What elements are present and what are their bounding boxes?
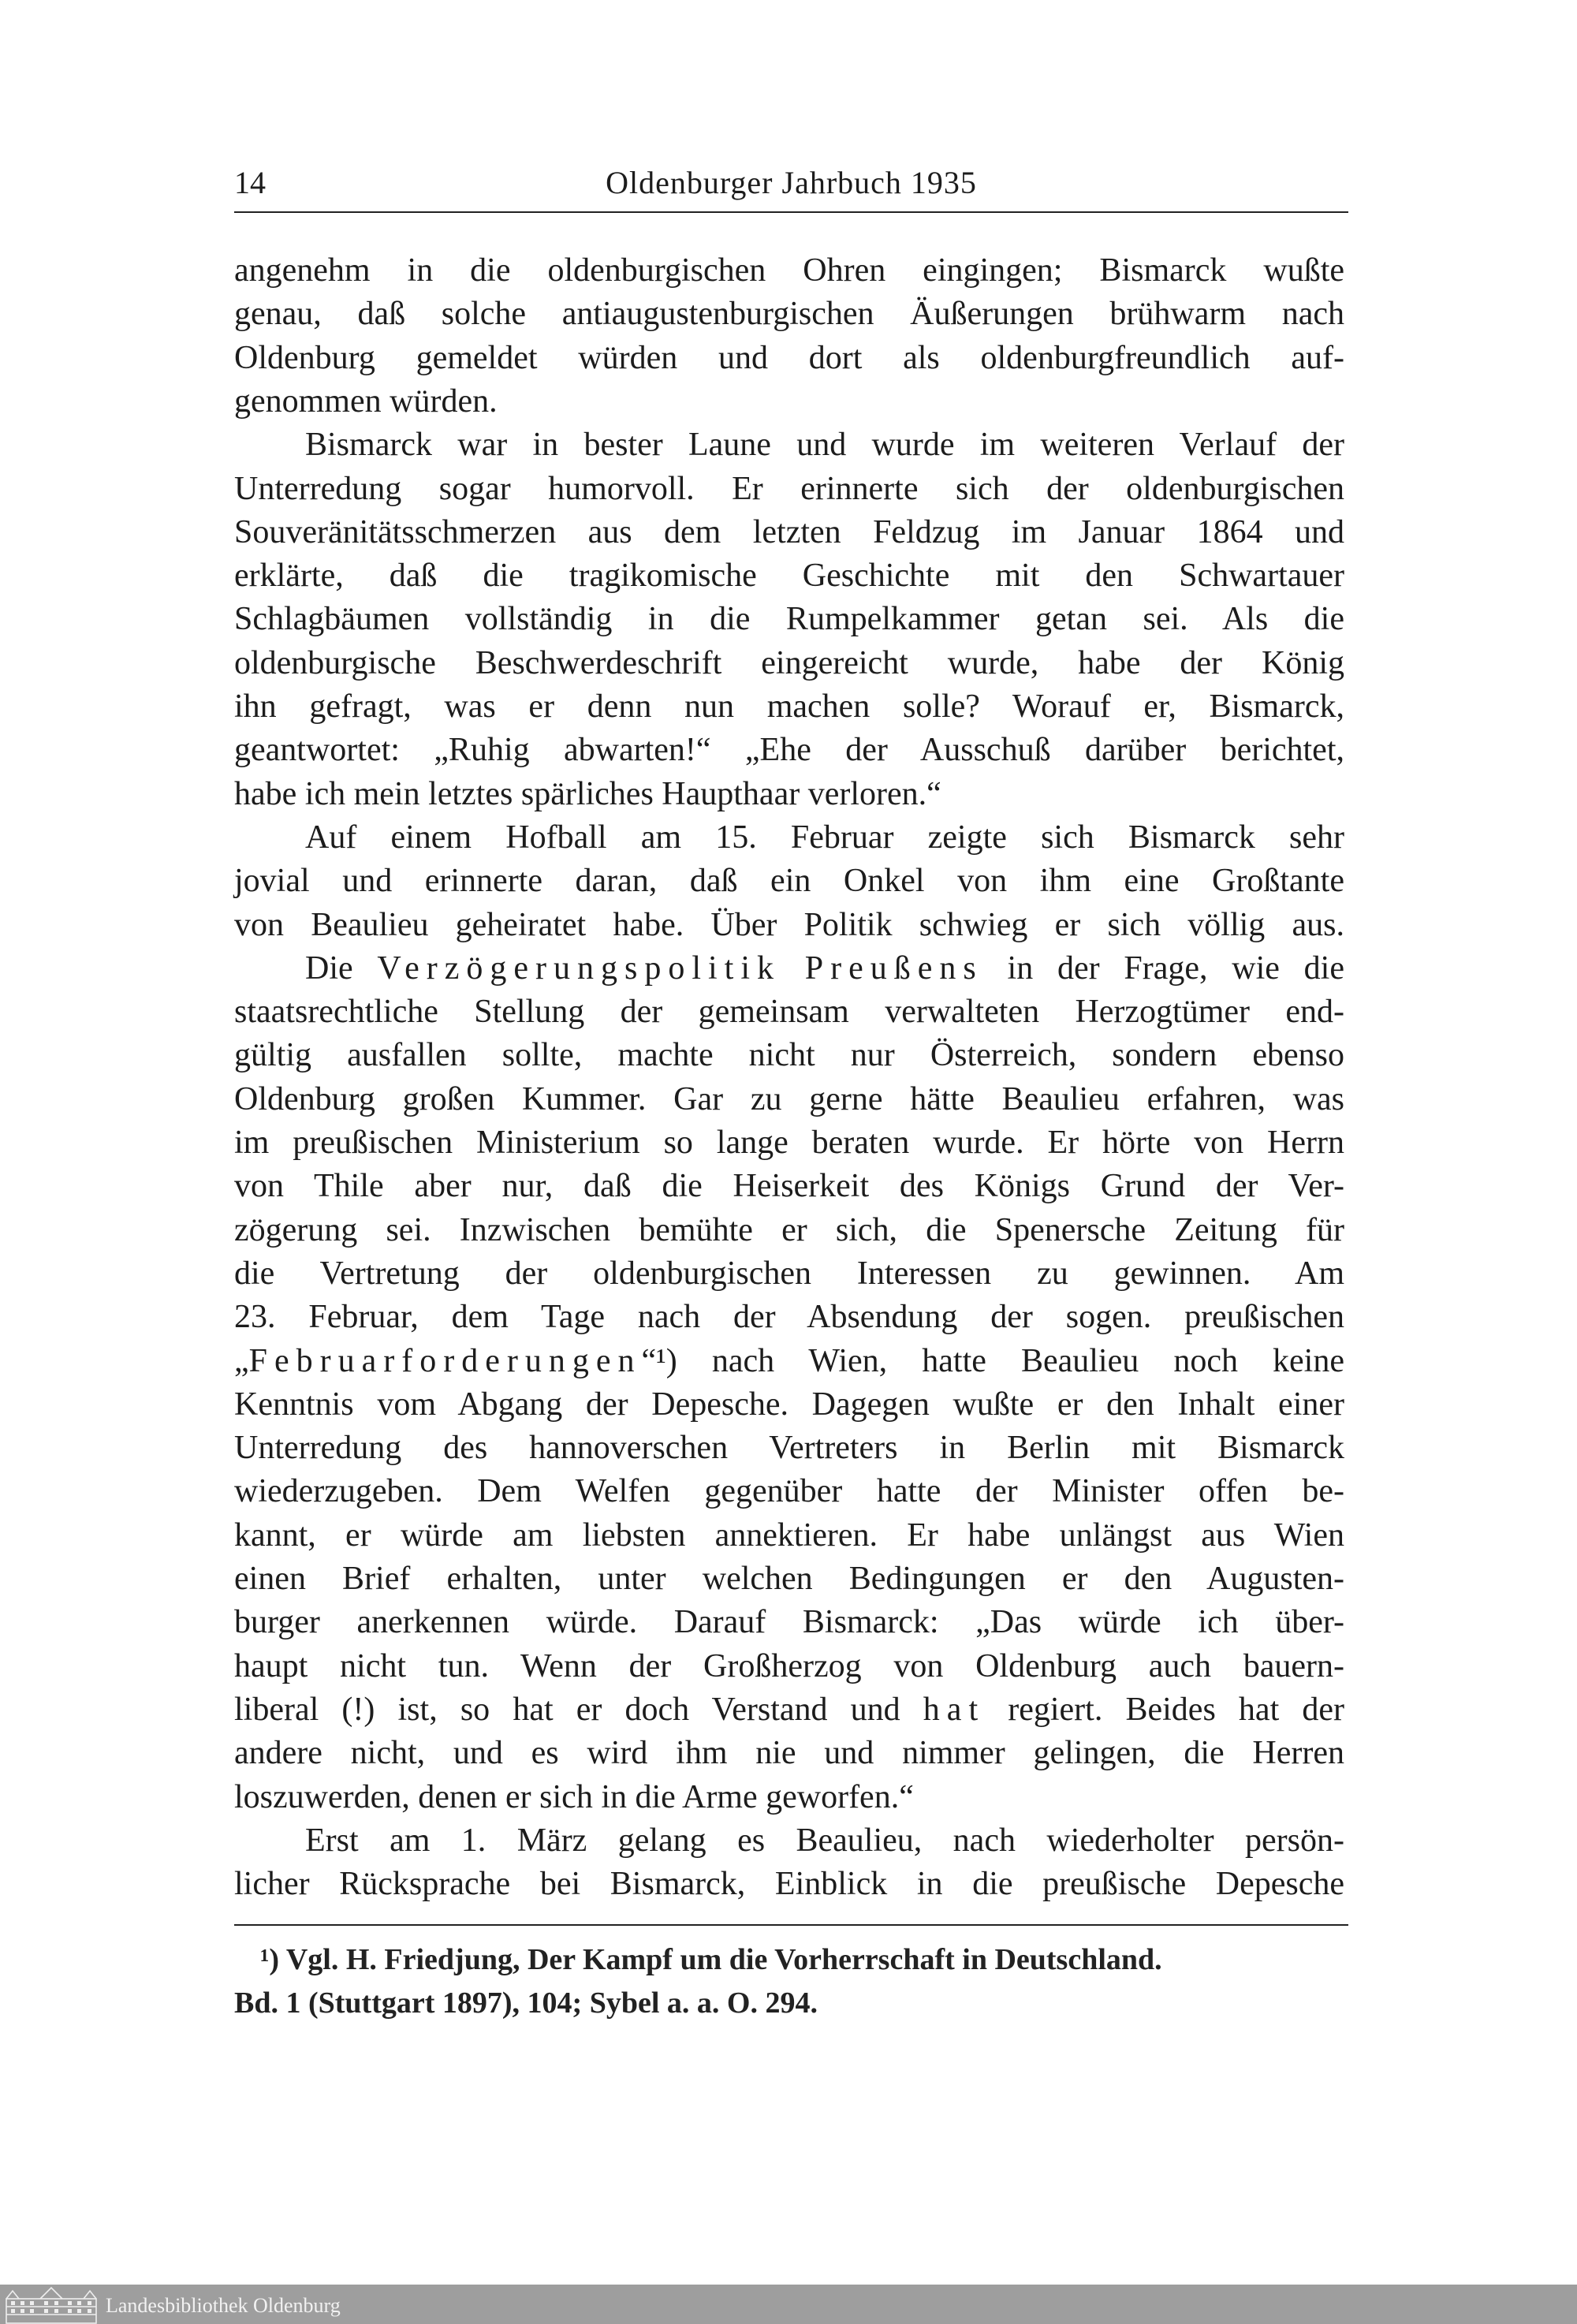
text-line [234, 1516, 1344, 1555]
text-line [234, 1123, 1344, 1162]
text-segment: andere nicht, und es wird ihm nie und nimmer gelingen, die Herren [234, 1735, 1344, 1772]
text-line [234, 643, 1344, 683]
header-rule [234, 211, 1348, 213]
text-segment: Unterredung sogar humorvoll. Er erinnerte sich der oldenburgischen [234, 470, 1344, 507]
text-line [234, 1166, 1344, 1206]
text-segment: die Vertretung der oldenburgischen Interessen zu gewinnen. Am [234, 1255, 1344, 1292]
text-line [305, 949, 1344, 988]
footnote-line: Bd. 1 (Stuttgart 1897), 104; Sybel a. a. O. 294. [234, 1986, 818, 2020]
text-segment: von Beaulieu geheiratet habe. Über Politik schwieg er sich völlig aus. [234, 906, 1344, 943]
text-segment: Erst am 1. März gelang es Beaulieu, nach wiederholter persön- [305, 1822, 1344, 1859]
text-line [234, 556, 1344, 595]
spaced-emphasis: Februarforderungen [248, 1342, 642, 1379]
text-segment: oldenburgische Beschwerdeschrift eingereicht wurde, habe der König [234, 644, 1344, 681]
text-line [234, 1559, 1344, 1598]
text-line [234, 730, 1344, 770]
text-segment [781, 950, 805, 987]
text-segment: Auf einem Hofball am 15. Februar zeigte sich Bismarck sehr [305, 819, 1344, 856]
text-segment: Die [305, 949, 378, 987]
text-segment: liberal (!) ist, so hat er doch Verstand und [234, 1691, 923, 1728]
text-segment: burger anerkennen würde. Darauf Bismarck: „Das würde ich über- [234, 1604, 1344, 1641]
text-line [234, 1254, 1344, 1293]
text-segment: von Thile aber nur, daß die Heiserkeit des Königs Grund der Ver- [234, 1168, 1344, 1205]
text-segment: Bismarck war in bester Laune und wurde im weiteren Verlauf der [305, 427, 1344, 464]
text-line [234, 1733, 1344, 1773]
text-line [234, 1080, 1344, 1119]
library-building-logo-icon [5, 2286, 98, 2324]
text-segment: jovial und erinnerte daran, daß ein Onkel von ihm eine Großtante [234, 863, 1344, 900]
text-line [305, 425, 1344, 464]
text-line [234, 1864, 1344, 1904]
text-segment: Kenntnis vom Abgang der Depesche. Dagegen wußte er den Inhalt einer [234, 1386, 1344, 1423]
text-line [234, 382, 1344, 421]
text-line [234, 1385, 1344, 1424]
text-line [234, 992, 1344, 1031]
running-header [234, 164, 1348, 203]
footnote-rule [234, 1924, 1348, 1926]
text-segment: genommen würden. [234, 382, 498, 420]
text-segment: loszuwerden, denen er sich in die Arme geworfen.“ [234, 1778, 914, 1815]
text-segment: einen Brief erhalten, unter welchen Bedingungen er den Augusten- [234, 1561, 1344, 1597]
spaced-emphasis: Preußens [804, 949, 983, 987]
footnote-line: ¹) Vgl. H. Friedjung, Der Kampf um die Vorherrschaft in Deutschland. [260, 1943, 1162, 1976]
text-line [234, 1690, 1344, 1729]
text-segment: licher Rücksprache bei Bismarck, Einblick in die preußische Depesche [234, 1866, 1344, 1903]
text-segment: im preußischen Ministerium so lange beraten wurde. Er hörte von Herrn [234, 1125, 1344, 1161]
text-line [234, 687, 1344, 726]
text-segment: Unterredung des hannoverschen Vertreters in Berlin mit Bismarck [234, 1430, 1344, 1467]
text-line [234, 1647, 1344, 1686]
text-line [234, 861, 1344, 901]
text-line [234, 1778, 1344, 1817]
library-name: Landesbibliothek Oldenburg [106, 2294, 341, 2317]
text-segment: zögerung sei. Inzwischen bemühte er sich, die Spenersche Zeitung für [234, 1211, 1344, 1248]
text-line [234, 599, 1344, 639]
text-line [305, 818, 1344, 857]
text-segment: genau, daß solche antiaugustenburgischen Äußerungen brühwarm nach [234, 296, 1344, 333]
text-segment: in der Frage, wie die [982, 949, 1344, 987]
text-line [234, 251, 1344, 290]
text-line [234, 338, 1344, 378]
text-segment: Souveränitätsschmerzen aus dem letzten Feldzug im Januar 1864 und [234, 513, 1344, 550]
text-line [234, 1602, 1344, 1642]
text-segment: habe ich mein letztes spärliches Haupthaar verloren.“ [234, 775, 941, 812]
text-segment: regiert. Beides hat der [985, 1691, 1345, 1728]
library-footer-bar [0, 2285, 1577, 2324]
running-title: Oldenburger Jahrbuch 1935 [606, 165, 977, 200]
text-segment: angenehm in die oldenburgischen Ohren eingingen; Bismarck wußte [234, 252, 1344, 289]
spaced-emphasis: hat [923, 1691, 986, 1728]
text-line [234, 905, 1344, 945]
text-line [234, 774, 1344, 814]
text-segment: erklärte, daß die tragikomische Geschichte mit den Schwartauer [234, 558, 1344, 595]
text-segment: Schlagbäumen vollständig in die Rumpelkammer getan sei. Als die [234, 601, 1344, 638]
text-line [234, 1035, 1344, 1075]
text-line [234, 294, 1344, 334]
text-segment: wiederzugeben. Dem Welfen gegenüber hatte der Minister offen be- [234, 1473, 1344, 1510]
text-line [234, 1472, 1344, 1511]
page-number: 14 [234, 165, 266, 200]
text-segment: Oldenburg gemeldet würden und dort als oldenburgfreundlich auf- [234, 339, 1344, 376]
text-segment: geantwortet: „Ruhig abwarten!“ „Ehe der Ausschuß darüber berichtet, [234, 732, 1344, 769]
text-line [234, 513, 1344, 552]
text-segment: gültig ausfallen sollte, machte nicht nur Österreich, sondern ebenso [234, 1037, 1344, 1074]
text-segment: ihn gefragt, was er denn nun machen solle? Worauf er, Bismarck, [234, 688, 1344, 725]
text-segment: 23. Februar, dem Tage nach der Absendung der sogen. preußischen [234, 1299, 1344, 1336]
text-line [234, 1210, 1344, 1250]
text-segment: Oldenburg großen Kummer. Gar zu gerne hätte Beaulieu erfahren, was [234, 1080, 1344, 1117]
text-segment: kannt, er würde am liebsten annektieren. Er habe unlängst aus Wien [234, 1516, 1344, 1554]
text-line [234, 1341, 1344, 1381]
text-segment: “¹) nach Wien, hatte Beaulieu noch keine [641, 1342, 1344, 1379]
spaced-emphasis: Verzögerungspolitik [377, 949, 781, 987]
text-line [305, 1821, 1344, 1860]
text-line [234, 1428, 1344, 1468]
text-segment: staatsrechtliche Stellung der gemeinsam verwalteten Herzogtümer end- [234, 994, 1344, 1031]
text-segment: haupt nicht tun. Wenn der Großherzog von Oldenburg auch bauern- [234, 1647, 1344, 1684]
text-line [234, 469, 1344, 509]
text-line [234, 1297, 1344, 1337]
text-segment: „ [234, 1342, 249, 1379]
